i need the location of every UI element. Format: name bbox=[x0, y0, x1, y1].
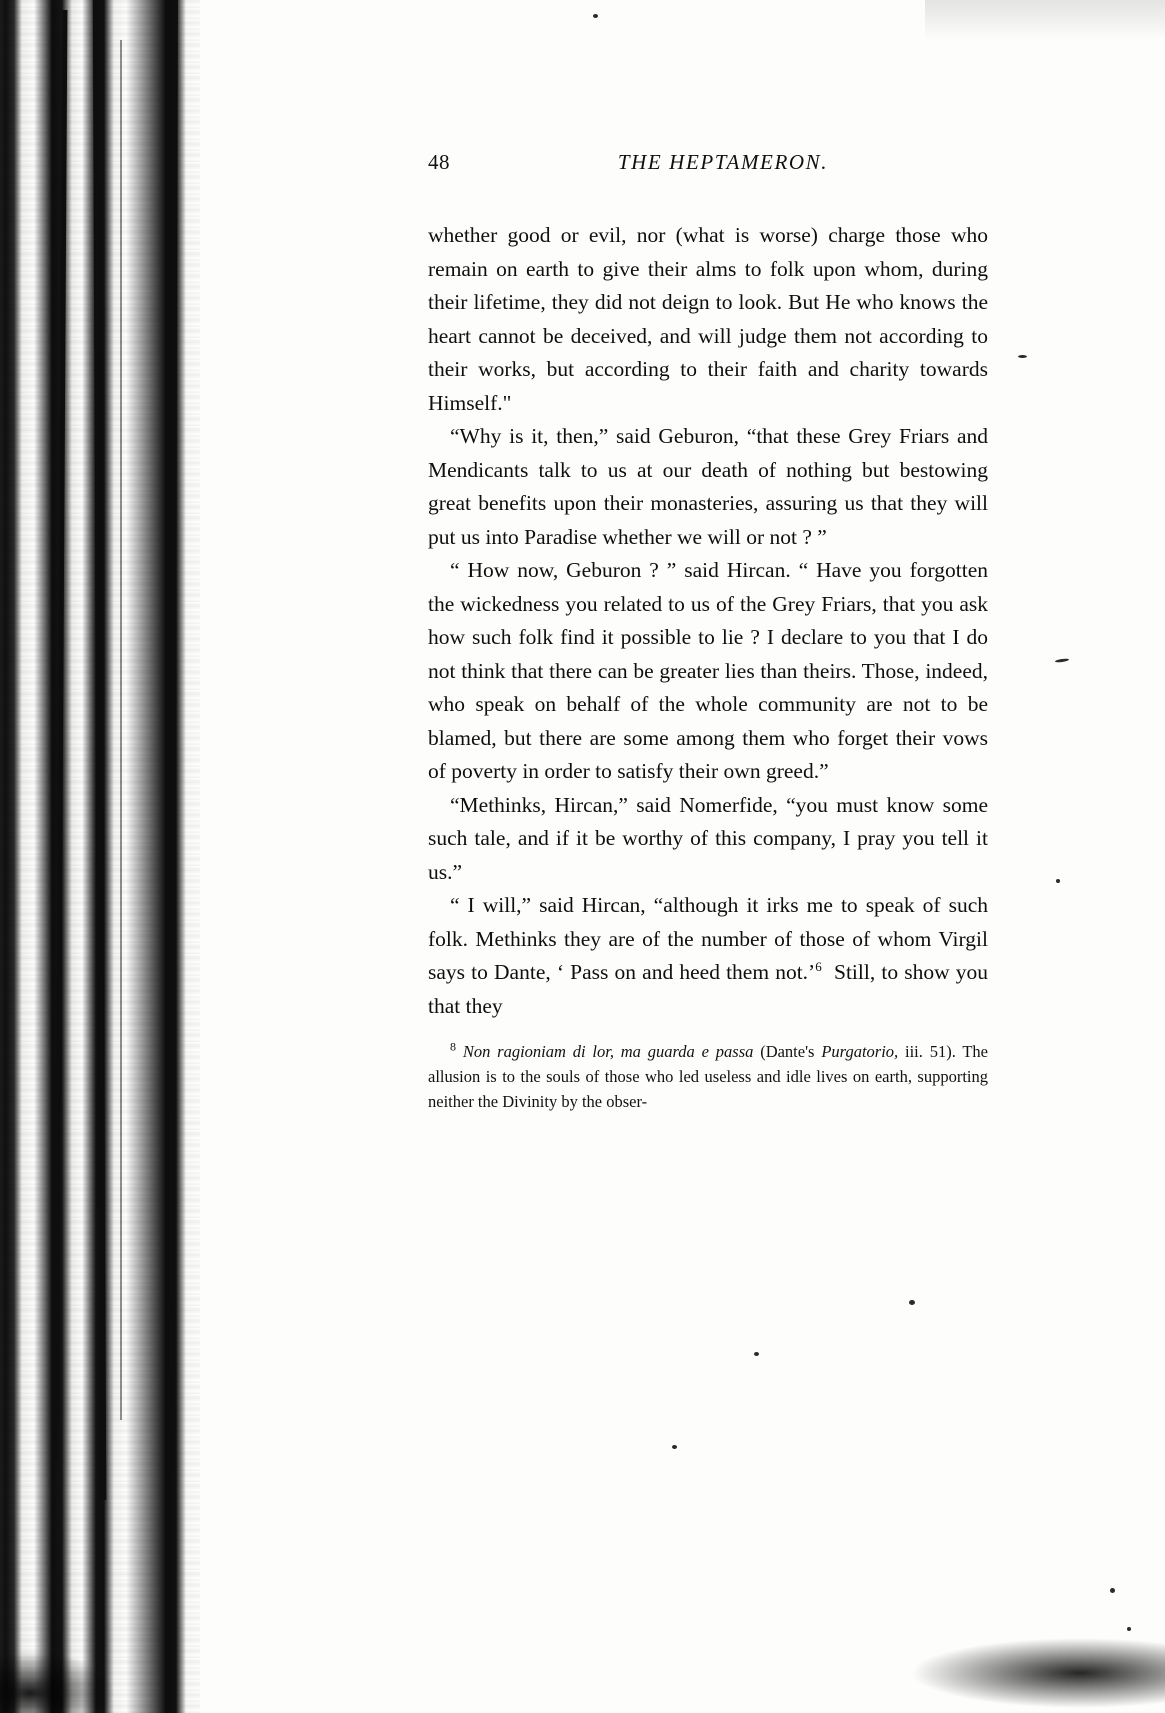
footnote-reference: 6 bbox=[815, 958, 822, 974]
scan-speck bbox=[1018, 355, 1027, 358]
scan-speck bbox=[672, 1445, 677, 1449]
footnote bbox=[428, 1039, 988, 1114]
footnote-quote: Non ragioniam di lor, ma guarda e passa bbox=[462, 1042, 754, 1061]
running-head-title: THE HEPTAMERON. bbox=[617, 150, 829, 174]
paragraph-text: “ I will,” said Hircan, “although it irks me to speak of such folk. Methinks they are of the number of those of whom Virgil says to Dante, ‘ Pass on and heed them not.’ bbox=[428, 893, 988, 984]
running-head bbox=[428, 150, 988, 175]
footnote-attribution: (Dante's bbox=[753, 1042, 822, 1061]
scan-speck bbox=[909, 1300, 915, 1305]
paragraph: “ How now, Geburon ? ” said Hircan. “ Have you forgotten the wickedness you related to us of the Grey Friars, that you ask how such folk find it possible to lie ? I declare to you that I do not think that there can be greater lies than theirs. Those, indeed, who speak on behalf of the whole community are not to be blamed, but there are some among them who forget their vows of poverty in order to satisfy their own greed.” bbox=[428, 558, 988, 783]
scan-speck bbox=[754, 1352, 759, 1356]
scan-speck bbox=[1127, 1627, 1131, 1631]
page-edge-top bbox=[925, 0, 1165, 40]
paragraph: “Methinks, Hircan,” said Nomerfide, “you must know some such tale, and if it be worthy of this company, I pray you tell it us.” bbox=[428, 792, 988, 884]
paragraph-tail: Still, to show you that they bbox=[428, 960, 989, 1018]
paragraph: whether good or evil, nor (what is worse) charge those who remain on earth to give their alms to folk upon whom, during their lifetime, they did not deign to look. But He who knows the heart cannot be deceived, and will judge them not according to their works, but according to their faith and charity towards Himself." bbox=[428, 223, 988, 415]
paragraph-with-footnote-ref bbox=[428, 889, 988, 1023]
scan-speck bbox=[1110, 1588, 1115, 1593]
page-text-block bbox=[428, 150, 988, 1131]
footnote-rest: iii. 51). The allusion is to the souls of those who led useless and idle lives on earth, supporting neither the Divinity by the obser- bbox=[428, 1042, 988, 1111]
scan-speck bbox=[1056, 879, 1060, 883]
footnote-source: Purgatorio, bbox=[821, 1042, 899, 1061]
paragraph: “Why is it, then,” said Geburon, “that these Grey Friars and Mendicants talk to us at our death of nothing but bestowing great benefits upon their monasteries, assuring us that they will put us into Paradise whether we will or not ? ” bbox=[428, 424, 988, 549]
scan-speck bbox=[1055, 658, 1069, 663]
page-number: 48 bbox=[428, 150, 450, 174]
gutter-wobble-4 bbox=[120, 40, 122, 1420]
page-edge-bottom bbox=[0, 1593, 1165, 1713]
scan-speck bbox=[593, 14, 598, 18]
footnote-marker: 8 bbox=[450, 1039, 456, 1054]
